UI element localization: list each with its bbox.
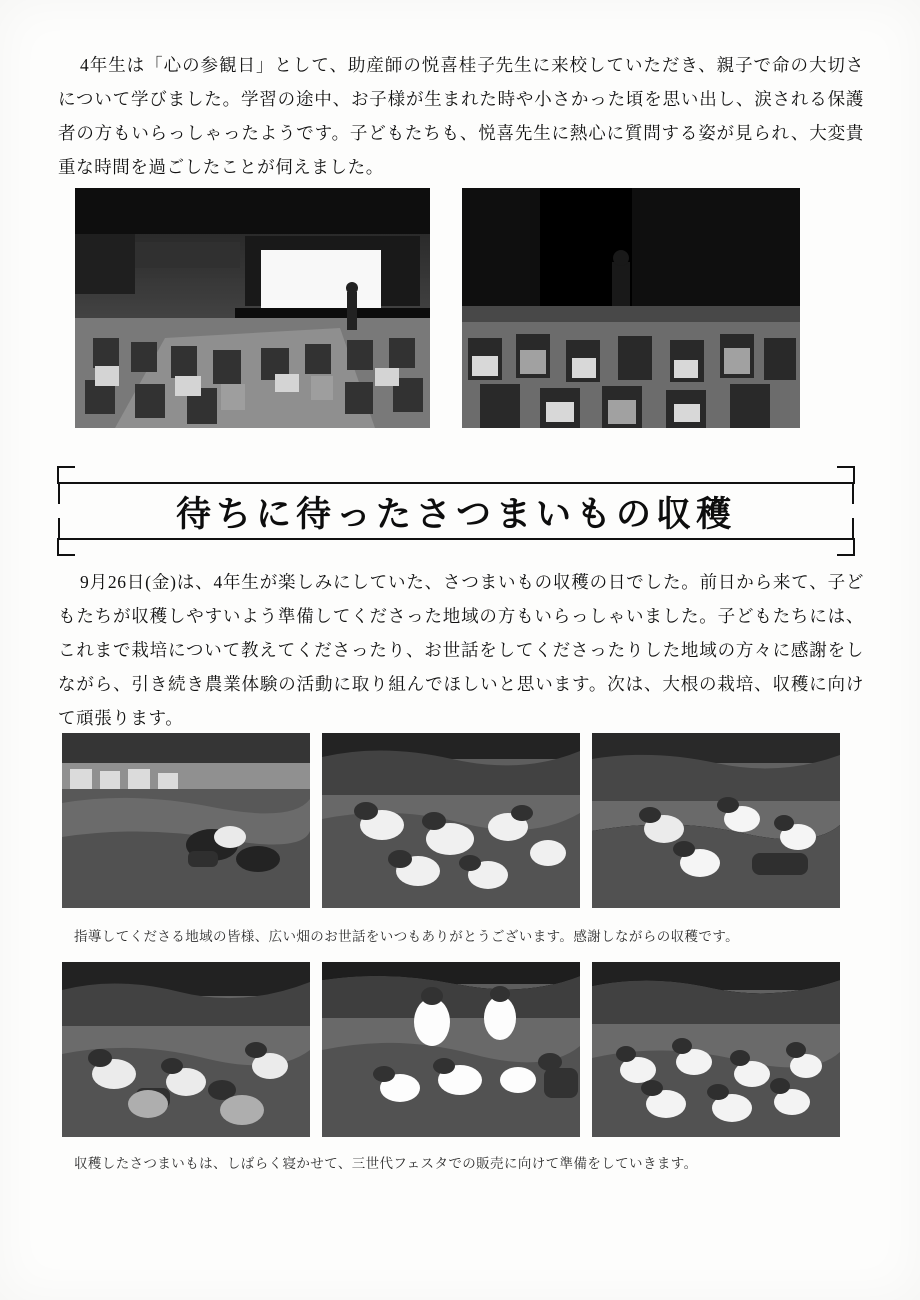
- banner-top-rule: [58, 482, 854, 484]
- photo-field-digging-group-image: [322, 733, 580, 908]
- section1-paragraph-text: 4年生は「心の参観日」として、助産師の悦喜桂子先生に来校していただき、親子で命の大切さについて学びました。学習の途中、お子様が生まれた時や小さかった頃を思い出し、涙される保護者の方もいらっしゃったようです。子どもたちも、悦喜先生に熱心に質問する姿が見られ、大変貴重な時間を過ごしたことが伺えました。: [58, 55, 864, 177]
- photo-field-harvest-hands: [592, 733, 840, 908]
- banner-bottom-rule: [58, 538, 854, 540]
- photo-field-prepared-rows: [62, 733, 310, 908]
- photo-field-adults-helping-image: [322, 962, 580, 1137]
- banner-corner-top-left: [57, 466, 75, 484]
- section2-paragraph: [58, 565, 864, 735]
- banner-corner-bottom-right: [837, 538, 855, 556]
- photo-field-digging-group: [322, 733, 580, 908]
- section1-paragraph: [58, 48, 864, 184]
- page-title: 待ちに待ったさつまいもの収穫: [175, 495, 736, 534]
- photo-field-children-squatting: [62, 962, 310, 1137]
- photo-field-harvest-crowd: [592, 962, 840, 1137]
- photo-hall-lecture-wide: [75, 188, 430, 428]
- photo-row2-caption: 収穫したさつまいもは、しばらく寝かせて、三世代フェスタでの販売に向けて準備をしていきます。: [74, 1156, 698, 1171]
- section2-paragraph-text: 9月26日(金)は、4年生が楽しみにしていた、さつまいもの収穫の日でした。前日から来て、子どもたちが収穫しやすいよう準備してくださった地域の方もいらっしゃいました。子どもたちには、これまで栽培について教えてくださったり、お世話をしてくださったりした地域の方々に感謝をしながら、引き続き農業体験の活動に取り組んでほしいと思います。次は、大根の栽培、収穫に向けて頑張ります。: [58, 572, 864, 728]
- banner-corner-bottom-left: [57, 538, 75, 556]
- photo-field-prepared-rows-image: [62, 733, 310, 908]
- photo-field-harvest-crowd-image: [592, 962, 840, 1137]
- photo-hall-lecture-audience-image: [462, 188, 800, 428]
- section-heading-banner: [58, 474, 854, 548]
- photo-hall-lecture-wide-image: [75, 188, 430, 428]
- banner-corner-top-right: [837, 466, 855, 484]
- photo-row1-caption: 指導してくださる地域の皆様、広い畑のお世話をいつもありがとうございます。感謝しながらの収穫です。: [74, 929, 740, 944]
- photo-field-harvest-hands-image: [592, 733, 840, 908]
- photo-hall-lecture-audience: [462, 188, 800, 428]
- photo-field-adults-helping: [322, 962, 580, 1137]
- photo-field-children-squatting-image: [62, 962, 310, 1137]
